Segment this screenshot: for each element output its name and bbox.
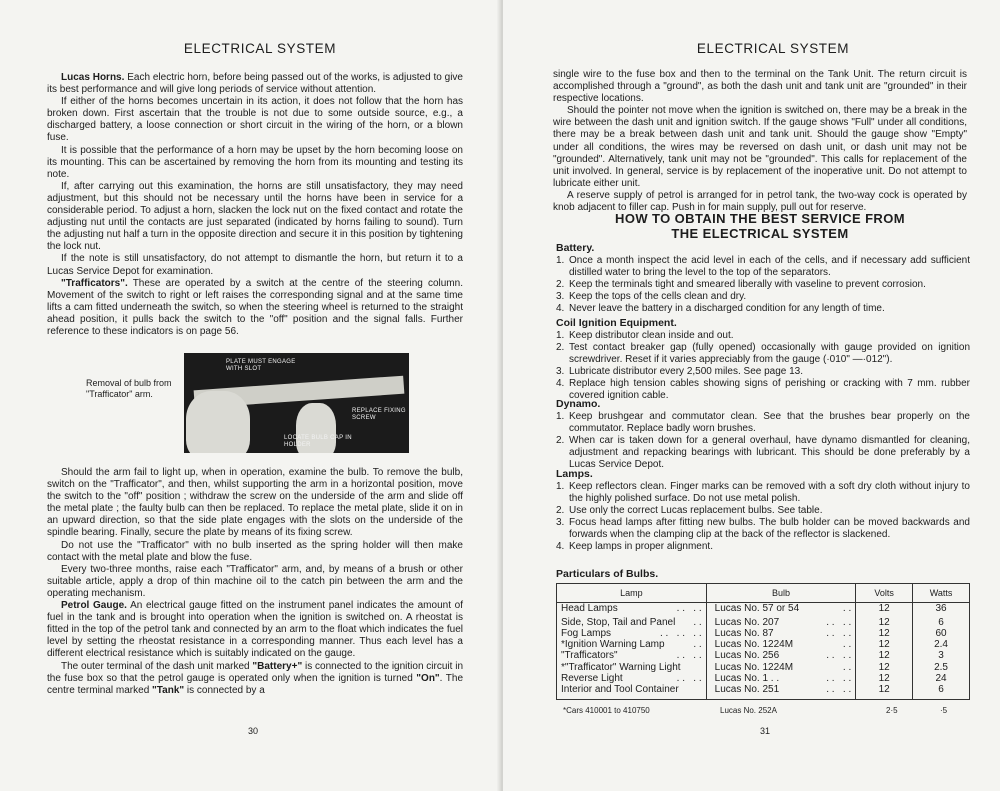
table-row <box>557 662 970 673</box>
paragraph: A reserve supply of petrol is arranged for in petrol tank, the two-way cock is operated by knob adjacent to filler cap. Push in for main supply, pull out for reserve. <box>553 189 967 214</box>
cell-text: 2.5 <box>934 661 948 673</box>
volts-cell <box>856 628 913 639</box>
item-text: Keep the terminals tight and smeared liberally with vaseline to prevent corrosion. <box>569 279 926 291</box>
volts-cell <box>856 673 913 684</box>
item-number: 3. <box>556 366 565 378</box>
lamps-list <box>556 481 970 554</box>
paragraph: These are operated by a switch at the centre of the steering column. Movement of the switch to right or left raises the corresponding signal and at the same time lifts a cam fitted underneath the switch, so when the steering wheel is returned to the straight ahead position, it pulls back the switch to the "off" position and the signal falls. Further reference to these indicators is on page 56. <box>47 277 463 337</box>
plate-label: PLATE MUST ENGAGE WITH SLOT <box>226 359 296 372</box>
item-text: Lubricate distributor every 2,500 miles. See page 13. <box>569 366 804 378</box>
list-item <box>556 366 970 378</box>
bulb-cell <box>706 603 856 617</box>
section-label: "Trafficators". <box>61 277 128 289</box>
watts-cell <box>913 684 970 699</box>
list-item <box>556 541 970 553</box>
leader-dots: . . <box>693 639 702 651</box>
item-number: 3. <box>556 291 565 303</box>
paragraph: Should the pointer not move when the ignition is switched on, there may be a break in the wire between the dash unit and ignition switch. If the gauge shows "Full" under all conditions, there may be a break between dash unit and tank unit. Should the gauge show "Empty" under all conditions, the wires may be reversed on dash unit, or dash unit may not be "grounded". Alternatively, tank unit may not be "grounded". This calls for replacement of the unit involved. In general, service is by replacement of the inoperative unit. Do not attempt to lubricate either unit. <box>553 105 967 189</box>
cell-text: Head Lamps <box>561 603 618 614</box>
volts-cell <box>856 603 913 617</box>
term-label: "On" <box>416 672 440 684</box>
list-item <box>556 303 970 315</box>
paragraph: is connected by a <box>186 684 265 696</box>
item-number: 4. <box>556 303 565 315</box>
item-text: Test contact breaker gap (fully opened) occasionally with gauge provided on ignition screwdriver. Reset if it varies appreciably from the gauge (·010" —·012"). <box>569 342 970 366</box>
lamp-cell <box>557 603 707 617</box>
watts-cell <box>913 628 970 639</box>
item-number: 4. <box>556 541 565 553</box>
title-line: THE ELECTRICAL SYSTEM <box>671 226 849 241</box>
lamps-heading: Lamps. <box>556 468 593 480</box>
page-number: 30 <box>248 726 259 736</box>
service-title <box>560 211 960 241</box>
item-number: 1. <box>556 255 565 266</box>
leader-dots: . . . . <box>676 650 702 662</box>
volts-cell <box>856 639 913 650</box>
paragraph: If, after carrying out this examination, the horns are still unsatisfactory, they may need adjustment, but this should not be necessary until the horns have been in service for a considerable period. To adjust a horn, slacken the lock nut on the fixed contact and rotate the adjusting nut until the contacts are just separated (indicated by horns failing to sound). Turn the adjusting nut half a turn in the opposite direction and secure it in this position by tightening the lock nut. <box>47 180 463 253</box>
bulb-cell <box>706 617 856 628</box>
cell-text: 12 <box>878 672 890 684</box>
watts-cell <box>913 662 970 673</box>
bulb-cell <box>706 639 856 650</box>
cell-text: Lucas No. 251 <box>714 684 780 696</box>
cell-text: 12 <box>878 627 890 639</box>
column-header: Watts <box>913 584 970 603</box>
paragraph: Each electric horn, before being passed out of the works, is adjusted to give its best performance and will give long periods of service without attention. <box>47 72 463 96</box>
page-header: ELECTRICAL SYSTEM <box>183 41 337 56</box>
cell-text: Reverse Light <box>561 672 623 684</box>
dynamo-heading: Dynamo. <box>556 398 601 410</box>
paragraph: It is possible that the performance of a horn may be upset by the horn becoming loose on its mounting. This can be ascertained by removing the horn from its mounting and testing its note. <box>47 144 463 180</box>
horns-section <box>47 72 463 338</box>
list-item <box>556 291 970 303</box>
paragraph: If either of the horns becomes uncertain in its action, it does not follow that the horn has broken down. First ascertain that the trouble is not due to some outside source, e.g., a discharged battery, a loose connection or short circuit in the wiring of the horn, or a blown fuse. <box>47 96 463 144</box>
table-row <box>557 628 970 639</box>
petrol-continuation <box>553 69 967 214</box>
list-item <box>556 255 970 279</box>
paragraph: Every two-three months, raise each "Trafficator" arm, and, by means of a brush or other suitable article, apply a drop of thin machine oil to the catch pin between the arm and the operating mechanism. <box>47 563 463 599</box>
list-item <box>556 330 970 342</box>
item-number: 2. <box>556 279 565 291</box>
cell-text: 12 <box>878 684 890 696</box>
lamp-cell <box>557 628 707 639</box>
item-text: Once a month inspect the acid level in each of the cells, and if necessary add sufficient distilled water to bring the level to the top of the separators. <box>569 255 970 279</box>
item-number: 3. <box>556 517 565 529</box>
column-header: Lamp <box>557 584 707 603</box>
paragraph: . The centre terminal marked <box>47 672 464 696</box>
lamp-cell <box>557 662 707 673</box>
watts-cell <box>913 639 970 650</box>
cell-text: Lucas No. 1 . . <box>714 672 780 684</box>
volts-cell <box>856 684 913 699</box>
term-label: "Tank" <box>152 684 185 696</box>
list-item <box>556 411 970 435</box>
battery-list <box>556 255 970 315</box>
leader-dots: . . . . <box>826 616 852 628</box>
paragraph: single wire to the fuse box and then to the terminal on the Tank Unit. The return circuit is accomplished through a "ground", as both the dash unit and tank unit are "grounded" in their respective locations. <box>553 69 967 105</box>
cell-text: 6 <box>938 684 944 696</box>
column-header: Volts <box>856 584 913 603</box>
arm-section <box>47 467 463 697</box>
volts-cell <box>856 662 913 673</box>
paragraph: If the note is still unsatisfactory, do not attempt to dismantle the horn, but return it to a Lucas Service Depot for examination. <box>47 253 463 277</box>
cell-text: Lucas No. 87 <box>714 627 774 639</box>
item-number: 4. <box>556 378 565 390</box>
lamp-cell <box>557 639 707 650</box>
item-text: Keep brushgear and commutator clean. See that the brushes bear properly on the commutator. Replace badly worn brushes. <box>569 411 970 435</box>
cell-text: *"Trafficator" Warning Light <box>561 661 681 673</box>
item-number: 2. <box>556 435 565 447</box>
cell-text: Side, Stop, Tail and Panel <box>561 616 676 628</box>
leader-dots: . . . . <box>676 603 702 614</box>
lamp-cell <box>557 673 707 684</box>
cell-text: Lucas No. 57 or 54 <box>714 603 800 614</box>
watts-cell <box>913 673 970 684</box>
paragraph: Should the arm fail to light up, when in operation, examine the bulb. To remove the bulb, switch on the "Trafficator", and then, whilst supporting the arm in a horizontal position, move the switch to the "off" position ; withdraw the screw on the underside of the arm and slide off the metal plate ; the faulty bulb can then be replaced. To replace the metal plate, slide it on in an upward direction, so that the side plate engages with the slots on the underside of the spindle bearing. Finally, secure the plate by means of its fixing screw. <box>47 467 463 539</box>
item-number: 2. <box>556 342 565 354</box>
item-number: 2. <box>556 505 565 517</box>
footnote-bulb: Lucas No. 252A <box>720 706 777 715</box>
leader-dots: . . <box>842 639 852 651</box>
cell-text: 60 <box>935 627 947 639</box>
list-item <box>556 481 970 505</box>
bulbs-table <box>556 583 970 700</box>
leader-dots: . . <box>842 661 852 673</box>
leader-dots: . . . . <box>826 627 852 639</box>
cell-text: 12 <box>878 661 890 673</box>
leader-dots: . . <box>693 616 702 628</box>
item-number: 1. <box>556 330 565 341</box>
leader-dots: . . . . <box>676 672 702 684</box>
table-row <box>557 639 970 650</box>
item-text: Keep distributor clean inside and out. <box>569 330 734 341</box>
paragraph: An electrical gauge fitted on the instrument panel indicates the amount of fuel in the tank and is brought into operation when the ignition is switched on. A rheostat is fitted in the top of the petrol tank and connected by an arm to the float which indicates the fuel level by setting the rheostat resistance in a corresponding manner. Thus each level has a different electrical resistance which is suitably indicated on the gauge. <box>47 600 463 660</box>
section-label: Lucas Horns. <box>61 72 125 83</box>
dynamo-list <box>556 411 970 471</box>
page-number: 31 <box>760 726 771 736</box>
footnote: *Cars 410001 to 410750 <box>563 706 650 715</box>
volts-cell <box>856 650 913 661</box>
cell-text: 36 <box>935 603 947 614</box>
footnote-watts: ·5 <box>940 706 948 715</box>
bulbs-heading: Particulars of Bulbs. <box>556 568 659 580</box>
caption-text: Removal of bulb from "Trafficator" arm. <box>86 378 172 399</box>
leader-dots: . . <box>842 603 852 614</box>
cell-text: Lucas No. 207 <box>714 616 780 628</box>
cell-text: Interior and Tool Container <box>561 684 679 696</box>
footnote-volts: 2·5 <box>886 706 898 715</box>
cell-text: 6 <box>938 616 944 628</box>
item-text: Keep the tops of the cells clean and dry. <box>569 291 747 303</box>
item-text: Use only the correct Lucas replacement bulbs. See table. <box>569 505 823 517</box>
volts-cell <box>856 617 913 628</box>
item-text: When car is taken down for a general overhaul, have dynamo dismantled for cleaning, adjustment and repacking bearings with lubricant. This should be done preferably by a Lucas Service Depot. <box>569 435 970 471</box>
item-text: Replace high tension cables showing signs of perishing or cracking with 7 mm. rubber covered ignition cable. <box>569 378 970 402</box>
table-row <box>557 617 970 628</box>
list-item <box>556 279 970 291</box>
cell-text: 2.4 <box>934 639 948 651</box>
bulb-label: LOCATE BULB CAP IN HOLDER <box>284 435 352 448</box>
title-line: HOW TO OBTAIN THE BEST SERVICE FROM <box>615 211 905 226</box>
cell-text: *Ignition Warning Lamp <box>561 639 665 651</box>
paragraph: is connected to the ignition circuit in the fuse box so that the petrol gauge is operated only when the ignition is turned <box>47 660 464 684</box>
trafficator-photo <box>184 353 409 453</box>
list-item <box>556 435 970 471</box>
leader-dots: . . . . . . <box>659 627 702 639</box>
list-item <box>556 517 970 541</box>
item-text: Keep lamps in proper alignment. <box>569 541 713 553</box>
paragraph: Do not use the "Trafficator" with no bulb inserted as the spring holder will then make contact with the metal plate and blow the fuse. <box>47 539 463 563</box>
coil-list <box>556 330 970 403</box>
watts-cell <box>913 650 970 661</box>
item-text: Keep reflectors clean. Finger marks can be removed with a soft dry cloth without injury to the highly polished surface. Do not use metal polish. <box>569 481 970 505</box>
column-header: Bulb <box>706 584 856 603</box>
cell-text: Lucas No. 1224M <box>714 661 794 673</box>
lamp-cell <box>557 617 707 628</box>
item-number: 1. <box>556 481 565 492</box>
lamp-cell <box>557 650 707 661</box>
cell-text: Fog Lamps <box>561 627 612 639</box>
table-row <box>557 673 970 684</box>
figure-caption <box>86 378 176 400</box>
watts-cell <box>913 603 970 617</box>
cell-text: 12 <box>878 639 890 651</box>
item-text: Never leave the battery in a discharged condition for any length of time. <box>569 303 885 315</box>
leader-dots: . . . . <box>826 650 852 662</box>
cell-text: "Trafficators" <box>561 650 618 662</box>
paragraph: The outer terminal of the dash unit marked <box>61 660 250 672</box>
cell-text: 12 <box>878 603 890 614</box>
bulb-cell <box>706 628 856 639</box>
bulb-cell <box>706 673 856 684</box>
section-label: Petrol Gauge. <box>61 600 127 612</box>
watts-cell <box>913 617 970 628</box>
screw-label: REPLACE FIXING SCREW <box>352 408 406 421</box>
cell-text: 24 <box>935 672 947 684</box>
leader-dots: . . . . <box>826 684 852 696</box>
cell-text: Lucas No. 256 <box>714 650 780 662</box>
cell-text: Lucas No. 1224M <box>714 639 794 651</box>
battery-heading: Battery. <box>556 242 595 254</box>
cell-text: 12 <box>878 616 890 628</box>
item-text: Focus head lamps after fitting new bulbs. The bulb holder can be moved backwards and forwards when the clamping clip at the back of the reflector is slackened. <box>569 517 970 541</box>
item-number: 1. <box>556 411 565 422</box>
cell-text: 3 <box>938 650 944 662</box>
term-label: "Battery+" <box>252 660 303 672</box>
table-row <box>557 650 970 661</box>
list-item <box>556 342 970 366</box>
list-item <box>556 505 970 517</box>
bulb-cell <box>706 684 856 699</box>
page-header: ELECTRICAL SYSTEM <box>696 41 850 56</box>
lamp-cell <box>557 684 707 699</box>
leader-dots: . . . . <box>826 672 852 684</box>
table-row <box>557 684 970 699</box>
cell-text: 12 <box>878 650 890 662</box>
coil-heading: Coil Ignition Equipment. <box>556 317 677 329</box>
bulb-cell <box>706 650 856 661</box>
bulb-cell <box>706 662 856 673</box>
list-item <box>556 378 970 402</box>
table-row <box>557 603 970 617</box>
hand-graphic <box>186 391 250 453</box>
